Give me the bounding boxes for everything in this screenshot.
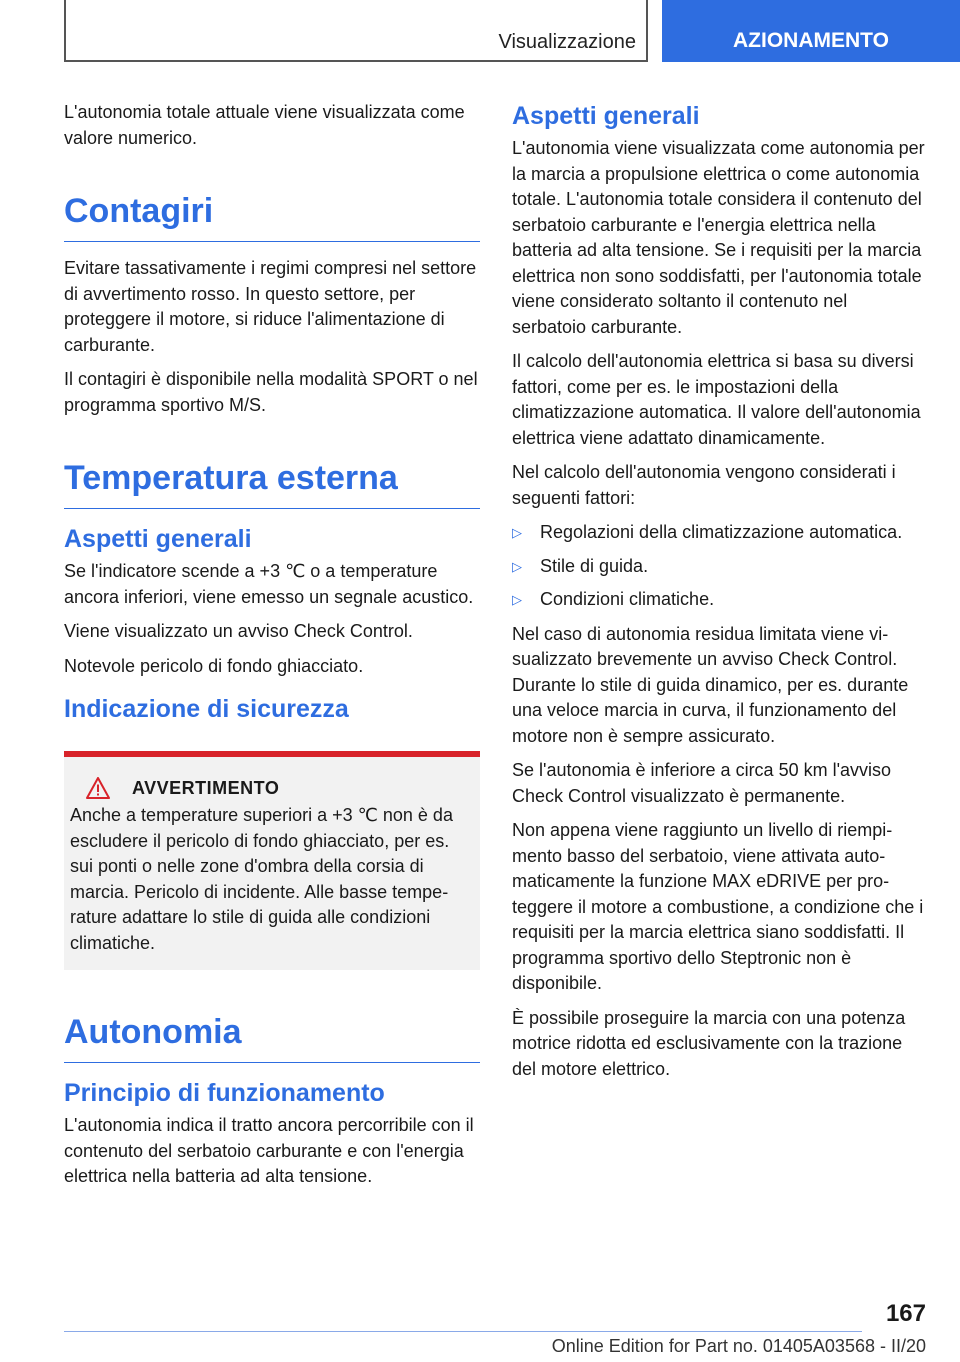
temperatura-paragraph-3: Notevole pericolo di fondo ghiacciato. bbox=[64, 655, 364, 676]
list-item bbox=[512, 554, 926, 580]
triangle-bullet-icon: ▷ bbox=[512, 558, 522, 574]
right-paragraph-6: Non appena viene raggiunto un livello di riempimento basso del serbatoio, viene attivata automaticamente la funzione MAX eDRIVE per proteggere il motore a combustione, a condizione che i requisiti per la marcia elettrica siano soddisfatti. Il programma sportivo dello Steptronic non è disponibile. bbox=[512, 820, 924, 993]
warning-triangle-icon bbox=[86, 777, 110, 799]
contagiri-paragraph-2: Il contagiri è disponibile nella modalità SPORT o nel programma sportivo M/S. bbox=[64, 369, 478, 415]
factors-list bbox=[512, 520, 926, 613]
list-item-text: Regolazioni della climatizzazione automatica. bbox=[540, 522, 903, 542]
right-paragraph-3: Nel calcolo dell'autonomia vengono considerati i seguenti fattori: bbox=[512, 462, 896, 508]
footer-divider bbox=[64, 1331, 862, 1332]
aspetti-generali-subheading: Aspetti generali bbox=[512, 102, 700, 130]
right-paragraph-7: È possibile proseguire la marcia con una potenza motrice ridotta ed esclusivamente con la trazione del motore elettrico. bbox=[512, 1007, 906, 1079]
header-chapter-label: AZIONAMENTO bbox=[733, 29, 889, 52]
intro-paragraph: L'autonomia totale attuale viene visualizzata come valore numerico. bbox=[64, 102, 465, 148]
warning-box bbox=[64, 751, 480, 970]
temperatura-paragraph-2: Viene visualizzato un avviso Check Control. bbox=[64, 621, 413, 641]
left-column bbox=[64, 100, 480, 1199]
footer-edition-text: Online Edition for Part no. 01405A03568 - II/20 bbox=[551, 1336, 926, 1356]
contagiri-paragraph-1: Evitare tassativamente i regimi compresi nel settore di avvertimento rosso. In questo settore, per proteggere il motore, si riduce l'alimentazione di carburante. bbox=[64, 258, 477, 355]
right-paragraph-2: Il calcolo dell'autonomia elettrica si basa su diversi fattori, come per es. le impostazioni della climatizzazione automatica. Il valore dell'autonomia elettrica viene adattato dinamicamente. bbox=[512, 351, 921, 448]
header-chapter-tab bbox=[662, 0, 960, 62]
autonomia-subheading: Principio di funzionamento bbox=[64, 1079, 385, 1107]
warning-title: AVVERTIMENTO bbox=[132, 777, 280, 798]
page-number: 167 bbox=[885, 1300, 926, 1327]
right-paragraph-1: L'autonomia viene visualizzata come autonomia per la marcia a propulsione elettrica o come autonomia totale. L'autonomia totale considera il contenuto del serbatoio carburante e l'energia elettrica nella batteria ad alta tensione. Se i requisiti per la marcia elettrica non sono soddisfatti, per l'autonomia totale viene considerato soltanto il contenuto nel serbatoio carburante. bbox=[512, 138, 925, 337]
temperatura-subheading: Aspetti generali bbox=[64, 525, 252, 553]
header-section-title: Visualizzazione bbox=[498, 31, 636, 53]
temperatura-paragraph-1: Se l'indicatore scende a +3 ℃ o a temperature ancora inferiori, viene emesso un segnale acustico. bbox=[64, 561, 474, 607]
list-item bbox=[512, 520, 926, 546]
warning-header bbox=[86, 777, 474, 799]
autonomia-heading: Autonomia bbox=[64, 1012, 480, 1063]
list-item-text: Stile di guida. bbox=[540, 555, 649, 576]
autonomia-paragraph-1: L'autonomia indica il tratto ancora percorribile con il contenuto del serbatoio carburante e con l'energia elettrica nella batteria ad alta tensione. bbox=[64, 1115, 474, 1186]
warning-text: Anche a temperature superiori a +3 ℃ non è da escludere il pericolo di fondo ghiacciato, per es. sui ponti o nelle zone d'ombra della corsia di marcia. Pericolo di incidente. Alle basse temperature adattare lo stile di guida alle condizioni climatiche. bbox=[70, 805, 453, 953]
list-item bbox=[512, 587, 926, 613]
list-item-text: Condizioni climatiche. bbox=[540, 589, 715, 609]
right-paragraph-4: Nel caso di autonomia residua limitata viene visualizzato brevemente un avviso Check Control. Durante lo stile di guida dinamico, per es. durante una veloce marcia in curva, il funzionamento del motore non è sempre assicurato. bbox=[512, 623, 909, 746]
right-paragraph-5: Se l'autonomia è inferiore a circa 50 km l'avviso Check Control visualizzato è permanente. bbox=[512, 760, 892, 806]
right-column bbox=[512, 100, 926, 1091]
triangle-bullet-icon: ▷ bbox=[512, 592, 522, 607]
contagiri-heading: Contagiri bbox=[64, 191, 480, 242]
safety-subheading: Indicazione di sicurezza bbox=[64, 695, 349, 723]
triangle-bullet-icon: ▷ bbox=[512, 525, 522, 540]
temperatura-heading: Temperatura esterna bbox=[64, 458, 480, 509]
